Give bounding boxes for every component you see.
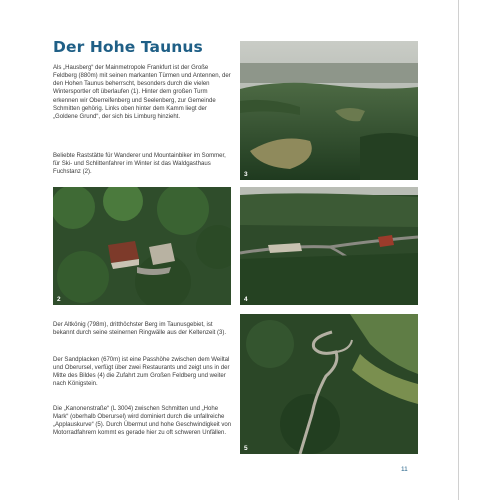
page-edge-rule [458,0,459,500]
aerial-photo-fuchstanz [53,187,231,305]
paragraph-kanonenstrasse: Die „Kanonenstraße“ (L 3004) zwischen Schmitten und „Hohe Mark“ (oberhalb Oberursel) wird dominiert durch die unfallreiche „Applauskurve“ (5). Durch Übermut und hohe Geschwindigkeit von Motorradfahrern kommt es gerade hier zu oft schweren Unfällen. [53,406,232,437]
aerial-photo-sandplacken [240,187,418,305]
page-title: Der Hohe Taunus [53,38,203,56]
photo-number-badge: 2 [57,296,61,303]
page-number: 11 [401,466,408,473]
paragraph-fuchstanz: Beliebte Raststätte für Wanderer und Mountainbiker im Sommer, für Ski- und Schlittenfahrer im Winter ist das Waldgasthaus Fuchstanz (2). [53,153,226,176]
paragraph-altkoenig: Der Altkönig (798m), dritthöchster Berg im Taunusgebiet, ist bekannt durch seine steinernen Ringwälle aus der Keltenzeit (3). [53,322,227,337]
photo-number-badge: 5 [244,445,248,452]
aerial-photo-applauskurve [240,314,418,454]
paragraph-sandplacken: Der Sandplacken (670m) ist eine Passhöhe zwischen dem Weiltal und Oberursel, verfügt über zwei Restaurants und zeigt uns in der Mitte des Bildes (4) die Zufahrt zum Großen Feldberg und weiter nach Königstein. [53,357,230,388]
paragraph-feldberg: Als „Hausberg“ der Mainmetropole Frankfurt ist der Große Feldberg (880m) mit seinen markanten Türmen und Antennen, der den Hohen Taunus beherrscht, besonders durch die vielen Wintersportler oft überlaufen (1). Hinter dem großen Turm erkennen wir Oberreifenberg und Seelenberg, zur Gemeinde Schmitten gehörig. Links oben hinter dem Kamm liegt der „Goldene Grund“, der sich bis Limburg hinzieht. [53,65,231,120]
photo-number-badge: 4 [244,296,248,303]
photo-number-badge: 3 [244,171,248,178]
aerial-photo-altkoenig [240,41,418,180]
